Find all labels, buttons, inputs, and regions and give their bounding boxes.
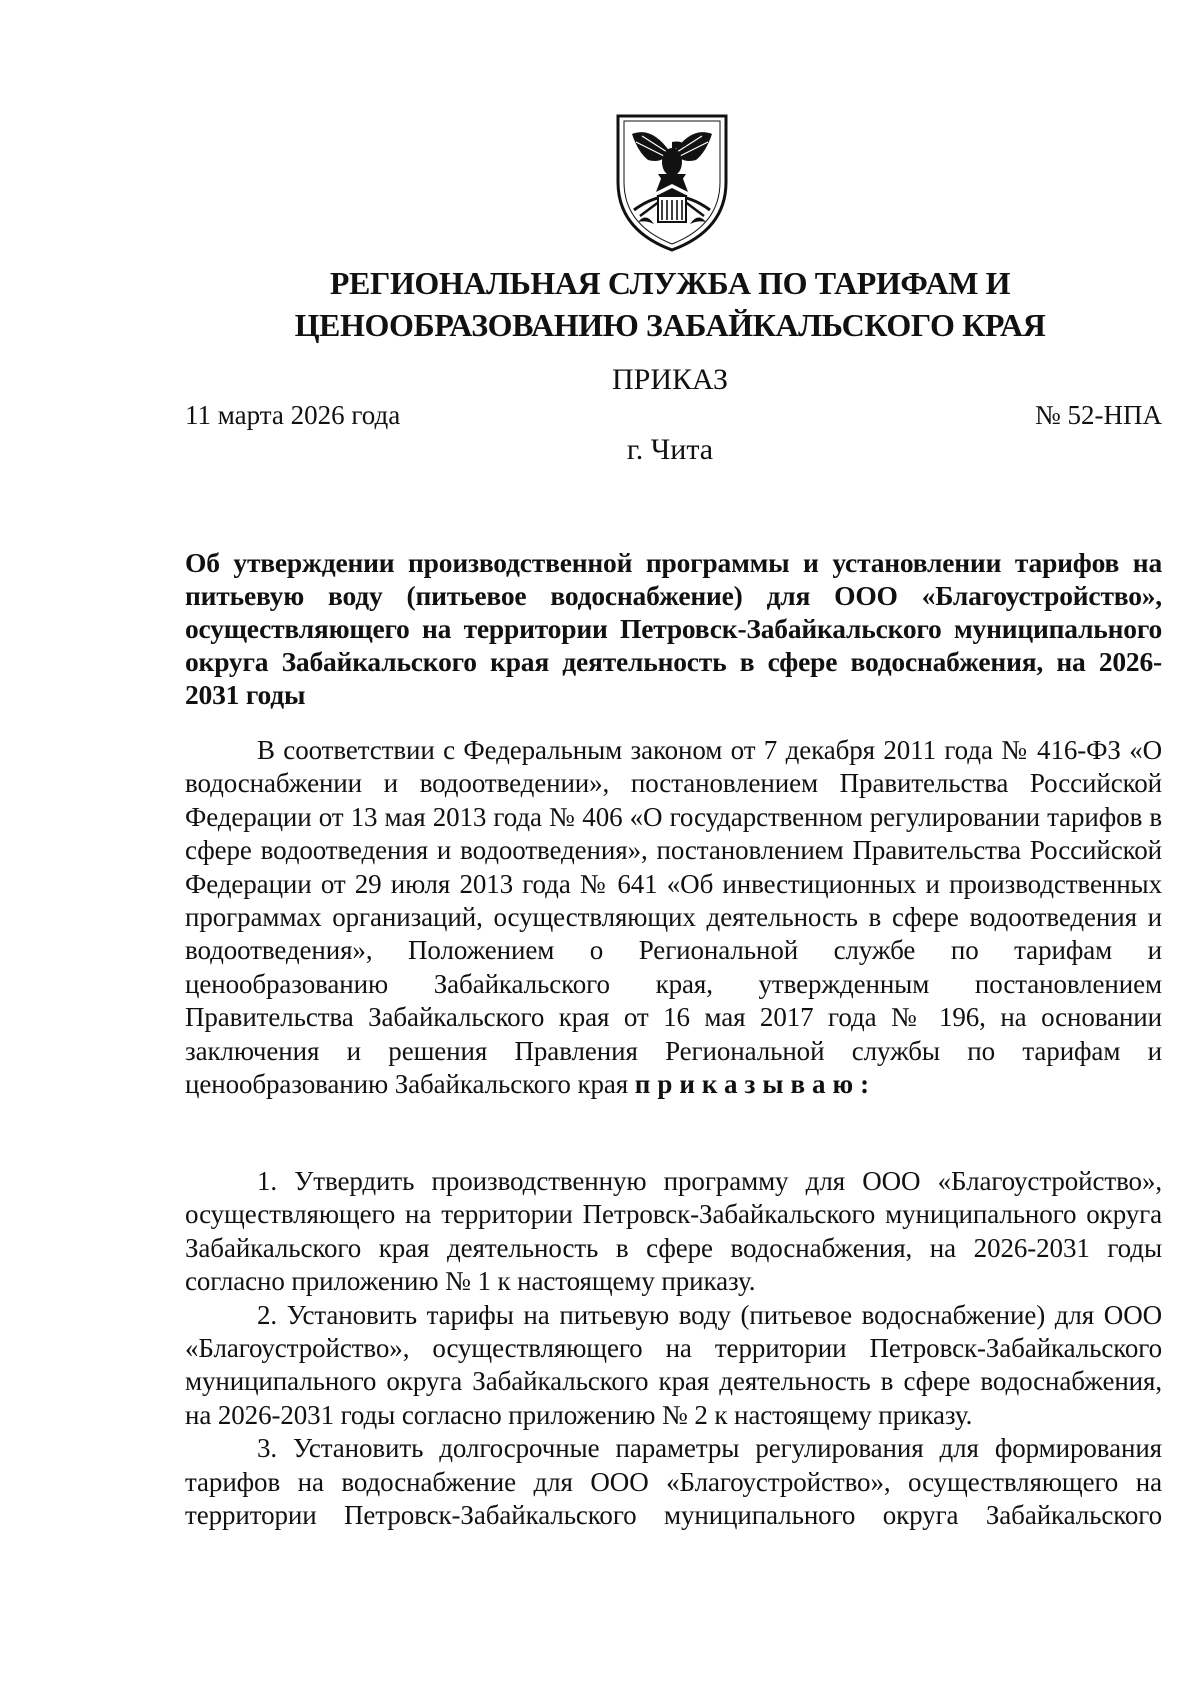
organization-title-line-2: ЦЕНООБРАЗОВАНИЮ ЗАБАЙКАЛЬСКОГО КРАЯ [294, 307, 1046, 343]
coat-of-arms-icon [612, 112, 732, 254]
document-city: г. Чита [626, 433, 714, 466]
document-date: 11 марта 2026 года [185, 400, 401, 430]
order-word: приказываю: [634, 1069, 877, 1100]
document-subject: Об утверждении производственной программы и установлении тарифов на питьевую воду (питьевое водоснабжение) для ООО «Благоустройство», осуществляющего на территории Петровск-Забайкальского муниципального округа Забайкальского края деятельность в сфере водоснабжения, на 2026-2031 годы [185, 547, 1162, 710]
preamble-text [185, 734, 1162, 1101]
preamble-paragraph [185, 734, 1162, 1101]
order-item-3: 3. Установить долгосрочные параметры регулирования для формирования тарифов на водоснабжение для ООО «Благоустройство», осуществляющего на территории Петровск-Забайкальского муниципального округа Забайкальского [185, 1433, 1162, 1531]
preamble-body: В соответствии с Федеральным законом от 7 декабря 2011 года № 416-ФЗ «О водоснабжении и водоотведении», постановлением Правительства Российской Федерации от 13 мая 2013 года № 406 «О государственном регулировании тарифов в сфере водоотведения и водоотведения», постановлением Правительства Российской Федерации от 29 июля 2013 года № 641 «Об инвестиционных и производственных программах организаций, осуществляющих деятельность в сфере водоотведения и водоотведения», Положением о Региональной службе по тарифам и ценообразованию Забайкальского края, утвержденным постановлением Правительства Забайкальского края от 16 мая 2017 года № 196, на основании заключения и решения Правления Региональной службы по тарифам и ценообразованию Забайкальского края [185, 735, 1162, 1100]
organization-title [240, 262, 1100, 346]
document-number: № 52-НПА [1035, 400, 1162, 430]
document-type: ПРИКАЗ [612, 363, 728, 396]
order-item-1: 1. Утвердить производственную программу для ООО «Благоустройство», осуществляющего на территории Петровск-Забайкальского муниципального округа Забайкальского края деятельность в сфере водоснабжения, на 2026-2031 годы согласно приложению № 1 к настоящему приказу. [185, 1166, 1162, 1297]
order-items [185, 1165, 1162, 1532]
organization-title-line-1: РЕГИОНАЛЬНАЯ СЛУЖБА ПО ТАРИФАМ И [329, 265, 1011, 301]
order-item-2: 2. Установить тарифы на питьевую воду (питьевое водоснабжение) для ООО «Благоустройство», осуществляющего на территории Петровск-Забайкальского муниципального округа Забайкальского края деятельность в сфере водоснабжения, на 2026-2031 годы согласно приложению № 2 к настоящему приказу. [185, 1299, 1162, 1430]
